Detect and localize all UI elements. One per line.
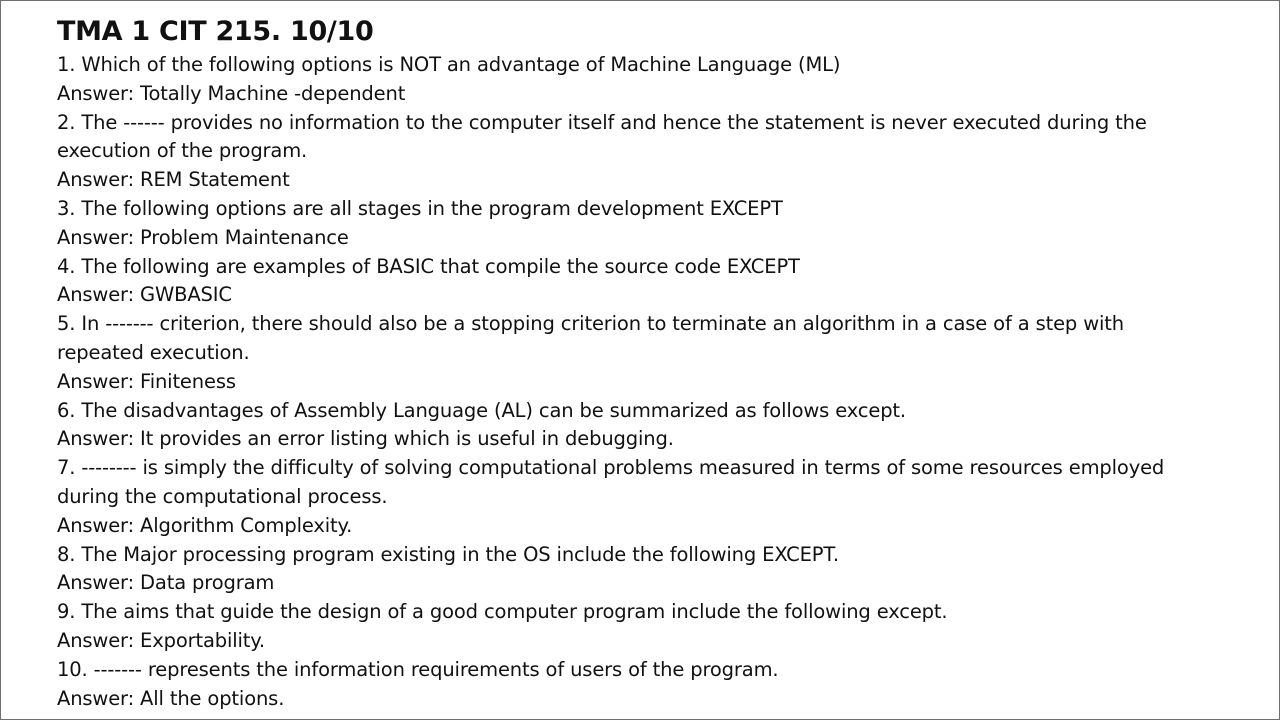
answer-3: Answer: Problem Maintenance [57, 225, 349, 249]
question-6-line-1: 6. The disadvantages of Assembly Language (AL) can be summarized as follows except. [57, 398, 906, 422]
answer-2: Answer: REM Statement [57, 168, 290, 192]
answer-9: Answer: Exportability. [57, 628, 265, 652]
answer-7: Answer: Algorithm Complexity. [57, 513, 353, 537]
answer-5: Answer: Finiteness [57, 369, 236, 393]
answer-10: Answer: All the options. [57, 686, 285, 710]
question-2-line-1: 2. The ------ provides no information to the computer itself and hence the statement is never executed during the [57, 110, 1147, 134]
question-7-line-2: during the computational process. [57, 484, 388, 508]
page-title: TMA 1 CIT 215. 10/10 [57, 16, 374, 47]
answer-8: Answer: Data program [57, 571, 275, 595]
question-8-line-1: 8. The Major processing program existing in the OS include the following EXCEPT. [57, 542, 839, 566]
question-9-line-1: 9. The aims that guide the design of a good computer program include the following except. [57, 600, 948, 624]
answer-4: Answer: GWBASIC [57, 283, 232, 307]
answer-6: Answer: It provides an error listing which is useful in debugging. [57, 427, 674, 451]
question-10-line-1: 10. ------- represents the information requirements of users of the program. [57, 657, 779, 681]
document-content [57, 13, 1247, 713]
question-3-line-1: 3. The following options are all stages in the program development EXCEPT [57, 196, 783, 220]
question-1-line-1: 1. Which of the following options is NOT an advantage of Machine Language (ML) [57, 53, 841, 76]
question-4-line-1: 4. The following are examples of BASIC that compile the source code EXCEPT [57, 254, 800, 278]
question-2-line-2: execution of the program. [57, 139, 308, 163]
question-5-line-1: 5. In ------- criterion, there should also be a stopping criterion to terminate an algorithm in a case of a step with [57, 312, 1124, 336]
question-5-line-2: repeated execution. [57, 340, 250, 364]
question-7-line-1: 7. -------- is simply the difficulty of solving computational problems measured in terms of some resources employed [57, 456, 1165, 480]
answer-1: Answer: Totally Machine -dependent [57, 81, 406, 105]
